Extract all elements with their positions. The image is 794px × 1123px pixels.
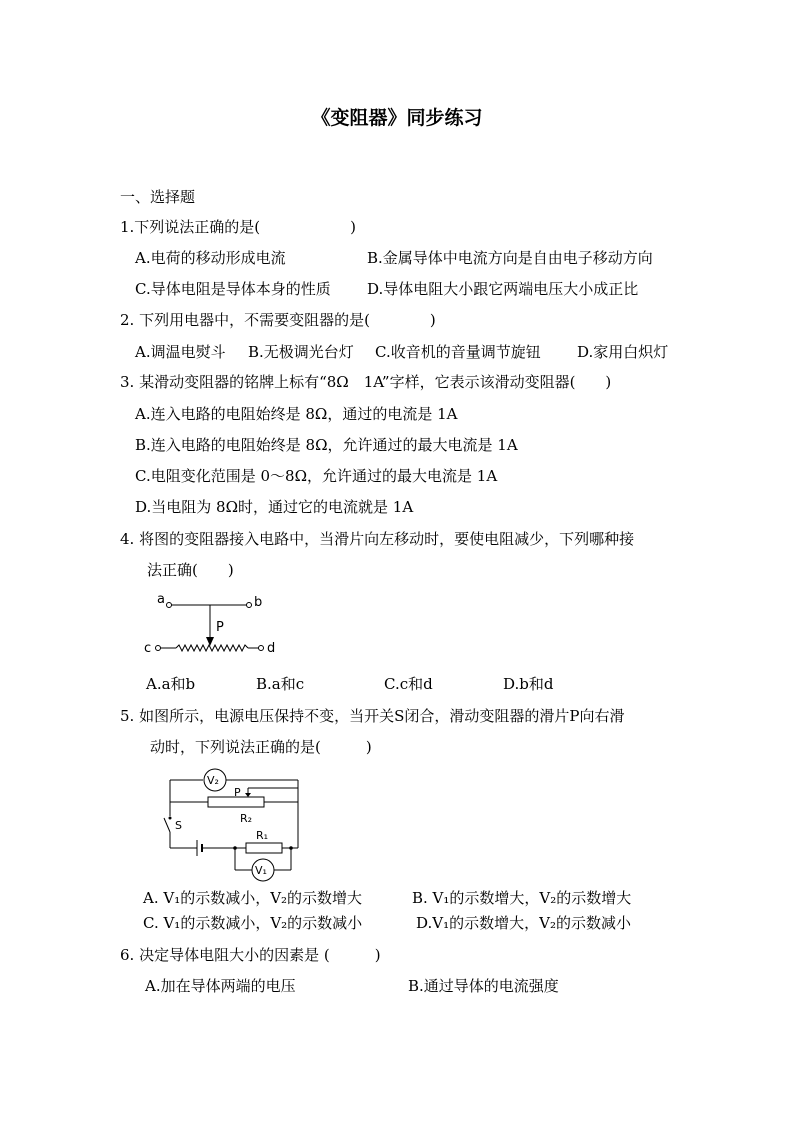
q1-option-c: C.导体电阻是导体本身的性质: [135, 280, 331, 298]
q3-option-b: B.连入电路的电阻始终是 8Ω，允许通过的最大电流是 1A: [135, 436, 518, 454]
terminal-b: [247, 603, 252, 608]
resistance-coil: [176, 645, 248, 651]
terminal-c-label: c: [144, 641, 152, 656]
rheostat-figure: [140, 590, 290, 668]
q5-stem-line-1: 5. 如图所示，电源电压保持不变，当开关S闭合，滑动变阻器的滑片P向右滑: [120, 707, 625, 725]
slider-p-label: P: [216, 620, 224, 635]
q1-option-b: B.金属导体中电流方向是自由电子移动方向: [367, 249, 653, 267]
q2-option-a: A.调温电熨斗: [135, 343, 226, 361]
q4-option-d: D.b和d: [503, 675, 554, 693]
q2-option-b: B.无极调光台灯: [248, 343, 354, 361]
q1-option-d: D.导体电阻大小跟它两端电压大小成正比: [367, 280, 639, 298]
q1-stem: 1.下列说法正确的是( ): [120, 218, 357, 236]
terminal-a: [167, 603, 172, 608]
resistor-r1: [246, 843, 282, 853]
terminal-d-label: d: [267, 641, 276, 656]
q5-option-c: C. V₁的示数减小，V₂的示数减小: [143, 914, 363, 932]
q4-stem-line-2: 法正确( ): [147, 561, 234, 579]
slider-arrow: [206, 637, 214, 646]
switch-s-label: S: [175, 819, 182, 832]
q5-option-b: B. V₁的示数增大，V₂的示数增大: [412, 889, 632, 907]
switch-s: [164, 818, 170, 832]
q2-option-d: D.家用白炽灯: [577, 343, 669, 361]
q5-stem-line-2: 动时，下列说法正确的是( ): [150, 738, 372, 756]
section-heading: 一、选择题: [120, 188, 196, 206]
q3-option-c: C.电阻变化范围是 0～8Ω，允许通过的最大电流是 1A: [135, 467, 498, 485]
q1-option-a: A.电荷的移动形成电流: [135, 249, 286, 267]
q5-option-a: A. V₁的示数减小，V₂的示数增大: [143, 889, 363, 907]
switch-contact-top: [169, 817, 172, 820]
q4-option-b: B.a和c: [256, 675, 305, 693]
terminal-c: [156, 646, 161, 651]
q4-option-c: C.c和d: [384, 675, 433, 693]
page-title: 《变阻器》同步练习: [311, 107, 483, 129]
q4-option-a: A.a和b: [146, 675, 196, 693]
q4-stem-line-1: 4. 将图的变阻器接入电路中，当滑片向左移动时，要使电阻减少，下列哪种接: [120, 530, 635, 548]
resistor-r1-label: R₁: [256, 829, 269, 842]
q2-option-c: C.收音机的音量调节旋钮: [375, 343, 541, 361]
terminal-a-label: a: [157, 592, 165, 607]
terminal-d: [259, 646, 264, 651]
circuit-figure: [158, 766, 308, 884]
voltmeter-v2-label: V₂: [207, 774, 219, 787]
slider-arrow: [245, 793, 251, 797]
q6-option-b: B.通过导体的电流强度: [408, 977, 559, 995]
q3-option-d: D.当电阻为 8Ω时，通过它的电流就是 1A: [135, 498, 414, 516]
resistor-r2-label: R₂: [240, 812, 253, 825]
slider-p-label: P: [234, 786, 241, 799]
voltmeter-v1-label: V₁: [255, 864, 267, 877]
q6-option-a: A.加在导体两端的电压: [145, 977, 296, 995]
q6-stem: 6. 决定导体电阻大小的因素是 ( ): [120, 946, 381, 964]
terminal-b-label: b: [254, 595, 263, 610]
q3-option-a: A.连入电路的电阻始终是 8Ω，通过的电流是 1A: [135, 405, 458, 423]
q3-stem: 3. 某滑动变阻器的铭牌上标有“8Ω 1A”字样，它表示该滑动变阻器( ): [120, 373, 612, 391]
q5-option-d: D.V₁的示数增大，V₂的示数减小: [416, 914, 631, 932]
q2-stem: 2. 下列用电器中，不需要变阻器的是( ): [120, 311, 436, 329]
